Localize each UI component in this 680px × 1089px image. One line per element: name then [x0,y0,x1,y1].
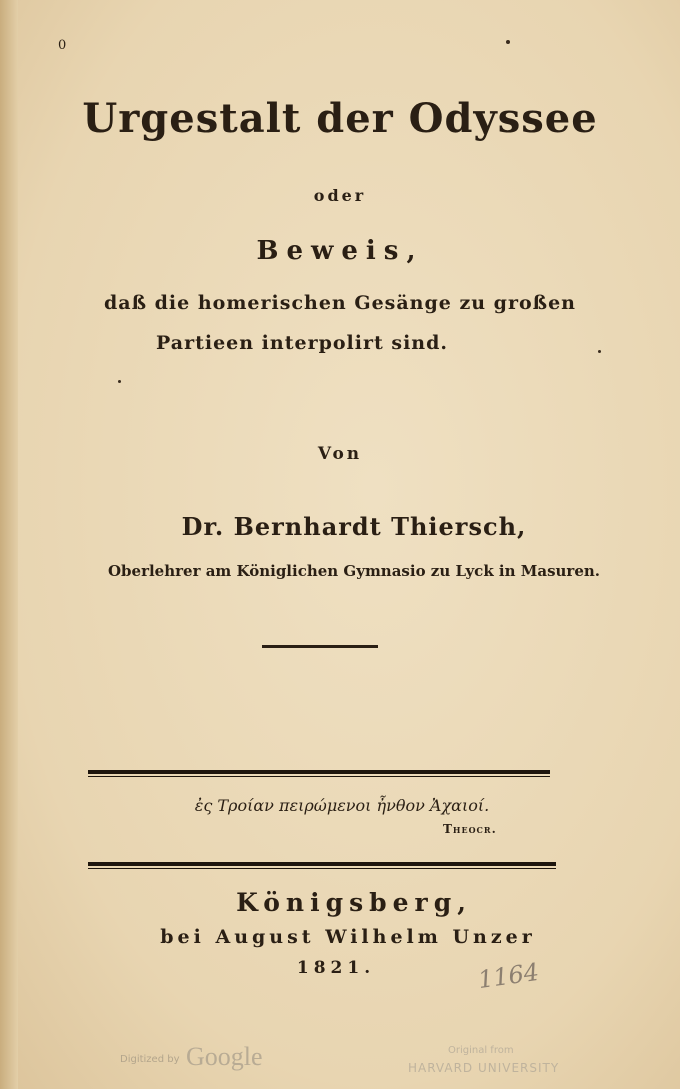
subtitle-heading: Beweis, [256,236,424,266]
google-watermark: Google [186,1042,263,1071]
ink-speck [598,350,601,353]
handwritten-note: 1164 [476,957,541,995]
imprint-year: 1821. [296,958,376,978]
author-name: Dr. Bernhardt Thiersch, [181,512,527,541]
author-position: Oberlehrer am Königlichen Gymnasio zu Lyck in Masuren. [107,562,601,580]
motto-rule-bottom [88,862,556,866]
book-title: Urgestalt der Odyssee [82,95,598,142]
motto-text: ἐς Τροίαν πειρώμενοι ἦνθον Ἀχαιοί. [194,796,490,815]
subtitle-line-1: daß die homerischen Gesänge zu großen [103,292,576,314]
original-from-label: Original from [448,1045,514,1056]
imprint-city: Königsberg, [236,888,472,917]
subtitle-line-2: Partieen interpolirt sind. [155,332,449,354]
corner-mark: 0 [58,38,67,53]
by-label: Von [317,444,363,464]
digitized-by-label: Digitized by [120,1054,180,1065]
motto-rule-top-thin [88,776,550,777]
imprint-publisher: bei August Wilhelm Unzer [160,926,536,948]
motto-source: Theocr. [443,822,497,836]
ink-speck [118,380,121,383]
ink-speck [506,40,510,44]
title-connector: oder [313,186,367,205]
short-divider [262,645,378,648]
motto-rule-top [88,770,550,774]
library-label: HARVARD UNIVERSITY [408,1061,560,1075]
motto-rule-bottom-thin [88,868,556,869]
